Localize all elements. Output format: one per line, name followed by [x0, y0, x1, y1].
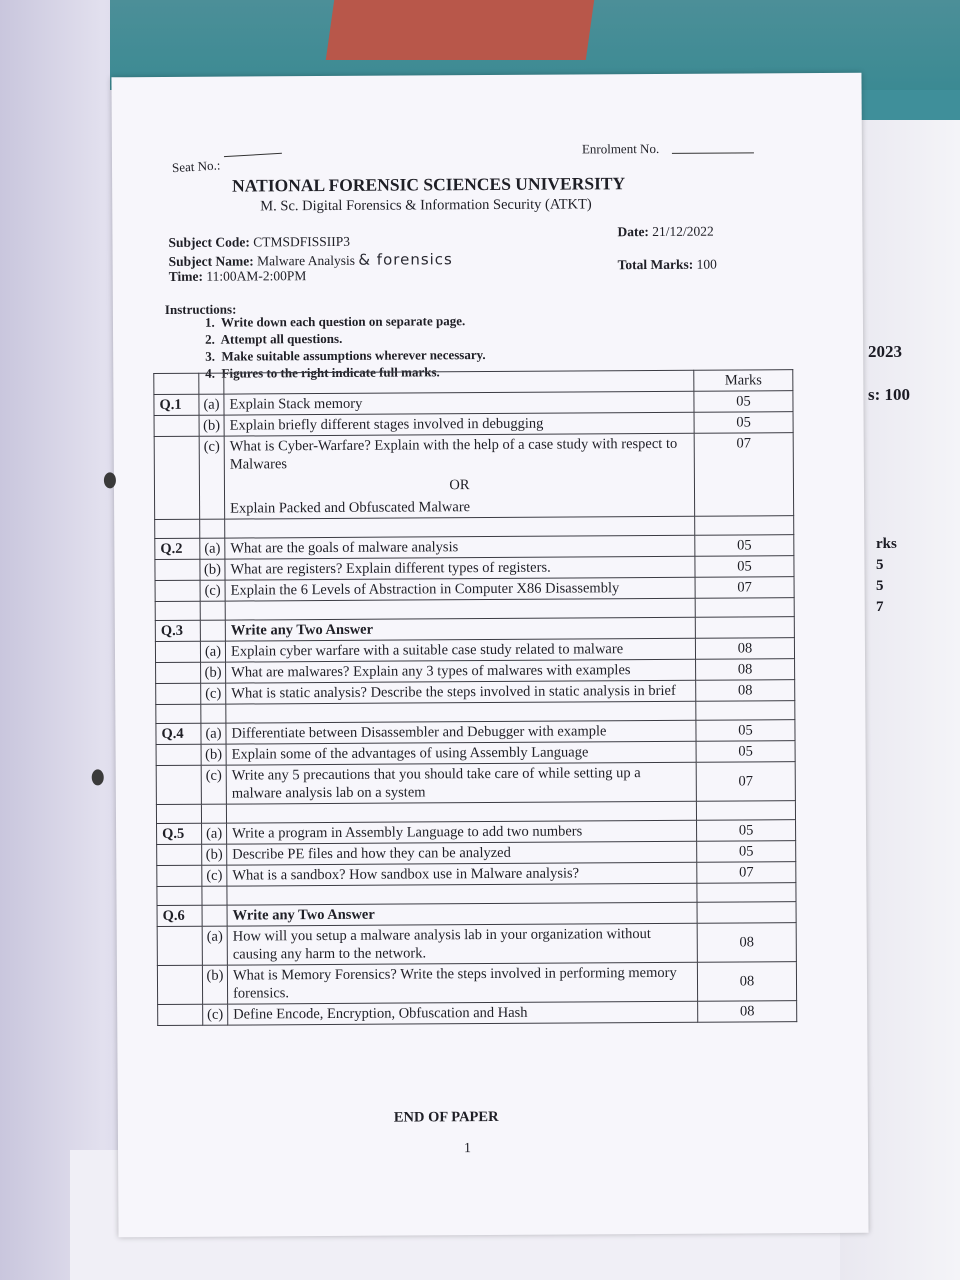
sub-label: (b) — [201, 662, 226, 683]
sub-label: (a) — [202, 926, 227, 965]
university-name: NATIONAL FORENSIC SCIENCES UNIVERSITY — [232, 173, 626, 196]
marks-value: 05 — [695, 556, 794, 578]
marks-value: 07 — [697, 862, 796, 884]
marks-value: 05 — [696, 720, 795, 742]
sub-label: (c) — [200, 580, 225, 601]
instruction-item: 3. Make suitable assumptions wherever necessary. — [205, 347, 486, 364]
punch-hole — [92, 769, 104, 785]
marks-value: 08 — [695, 638, 794, 660]
question-number: Q.2 — [155, 538, 200, 559]
question-text: What are registers? Explain different types of registers. — [225, 556, 695, 580]
instruction-item: 1. Write down each question on separate page. — [204, 313, 466, 330]
question-text: What is static analysis? Describe the steps involved in static analysis in brief — [226, 680, 696, 704]
question-text: Explain briefly different stages involved in debugging — [224, 412, 694, 436]
sub-label: (b) — [200, 559, 225, 580]
question-text: Differentiate between Disassembler and Debugger with example — [226, 720, 696, 744]
question-number: Q.4 — [156, 723, 201, 744]
marks-value: 05 — [694, 391, 793, 413]
subject-code: Subject Code: CTMSDFISSIIP3 — [168, 233, 351, 250]
question-text-alt: Explain Packed and Obfuscated Malware — [230, 499, 471, 517]
question-row — [158, 1001, 797, 1026]
question-row — [154, 433, 793, 520]
background-marks-header: rks — [876, 536, 897, 552]
marks-value: 08 — [697, 962, 796, 1002]
question-text: Describe PE files and how they can be analyzed — [227, 841, 697, 865]
marks-value: 05 — [696, 741, 795, 763]
program-name: M. Sc. Digital Forensics & Information Security (ATKT) — [260, 196, 592, 215]
sub-label: (c) — [201, 683, 226, 704]
page-number: 1 — [463, 1141, 472, 1157]
marks-value: 08 — [696, 659, 795, 681]
instruction-item: 2. Attempt all questions. — [205, 330, 343, 347]
marks-header: Marks — [694, 370, 793, 392]
exam-time: Time: 11:00AM-2:00PM — [168, 268, 307, 284]
question-number: Q.5 — [157, 823, 202, 844]
marks-value: 05 — [694, 412, 793, 434]
marks-value: 07 — [694, 433, 794, 517]
background-year: 2023 — [868, 342, 902, 361]
exam-date: Date: 21/12/2022 — [617, 223, 714, 240]
section-heading: Write any Two Answer — [225, 617, 695, 641]
handwritten-note: & forensics — [358, 250, 453, 269]
section-heading: Write any Two Answer — [227, 902, 697, 926]
question-text: What are malwares? Explain any 3 types of malwares with examples — [226, 659, 696, 683]
question-text: Explain some of the advantages of using Assembly Language — [226, 741, 696, 765]
instruction-item: 4. Figures to the right indicate full marks. — [205, 364, 440, 381]
sub-label: (a) — [200, 641, 225, 662]
sub-label: (a) — [200, 538, 225, 559]
question-row — [157, 962, 796, 1005]
sub-label: (a) — [201, 723, 226, 744]
sub-label: (a) — [202, 823, 227, 844]
question-text: How will you setup a malware analysis lab in your organization without causing any harm to the network. — [227, 923, 697, 965]
sub-label: (b) — [199, 415, 224, 436]
red-cloth — [326, 0, 594, 60]
sub-label: (b) — [202, 965, 227, 1004]
question-text: Write a program in Assembly Language to add two numbers — [227, 820, 697, 844]
question-text-block — [224, 433, 694, 519]
question-text: What is Memory Forensics? Write the steps involved in performing memory forensics. — [227, 962, 697, 1004]
question-table — [153, 369, 797, 1026]
sub-label: (b) — [201, 744, 226, 765]
background-mark: 5 — [876, 557, 884, 573]
sub-label: (a) — [199, 394, 224, 415]
total-marks: Total Marks: 100 — [617, 256, 717, 273]
question-text: What is a sandbox? How sandbox use in Malware analysis? — [227, 862, 697, 886]
question-number: Q.1 — [154, 394, 199, 415]
sub-label: (c) — [202, 865, 227, 886]
marks-value: 07 — [695, 577, 794, 599]
instructions-title: Instructions: — [164, 301, 237, 317]
question-row — [157, 923, 796, 966]
question-text: Explain the 6 Levels of Abstraction in Computer X86 Disassembly — [225, 577, 695, 601]
marks-value: 08 — [698, 1001, 797, 1023]
marks-value: 05 — [695, 535, 794, 557]
sub-label: (c) — [199, 436, 225, 519]
question-number: Q.6 — [157, 905, 202, 926]
exam-paper — [111, 73, 868, 1238]
or-label: OR — [449, 477, 470, 494]
question-text: Write any 5 precautions that you should take care of while setting up a malware analysis lab on a system — [226, 762, 696, 804]
sub-label: (c) — [201, 765, 226, 804]
question-row — [156, 762, 795, 805]
background-total-marks: s: 100 — [868, 385, 911, 404]
question-text: Explain Stack memory — [224, 391, 694, 415]
subject-name: Subject Name: Malware Analysis & forensics — [168, 250, 453, 269]
enrolment-line — [672, 152, 754, 154]
seat-no-line — [224, 153, 282, 157]
question-text: What is Cyber-Warfare? Explain with the help of a case study with respect to Malwares — [229, 435, 678, 473]
end-of-paper: END OF PAPER — [393, 1108, 499, 1126]
background-mark: 7 — [876, 599, 884, 615]
question-text: Explain cyber warfare with a suitable case study related to malware — [225, 638, 695, 662]
punch-hole — [104, 472, 116, 488]
question-number: Q.3 — [155, 620, 200, 641]
marks-value: 07 — [696, 762, 795, 802]
marks-value: 05 — [697, 820, 796, 842]
enrolment-label: Enrolment No. — [581, 140, 660, 157]
background-mark: 5 — [876, 578, 884, 594]
seat-no-label: Seat No.: — [171, 157, 221, 176]
sub-label: (c) — [203, 1004, 228, 1025]
marks-value: 05 — [697, 841, 796, 863]
marks-value: 08 — [696, 680, 795, 702]
question-text: Define Encode, Encryption, Obfuscation and Hash — [228, 1001, 698, 1025]
sub-label: (b) — [202, 844, 227, 865]
marks-value: 08 — [697, 923, 796, 963]
question-text: What are the goals of malware analysis — [225, 535, 695, 559]
